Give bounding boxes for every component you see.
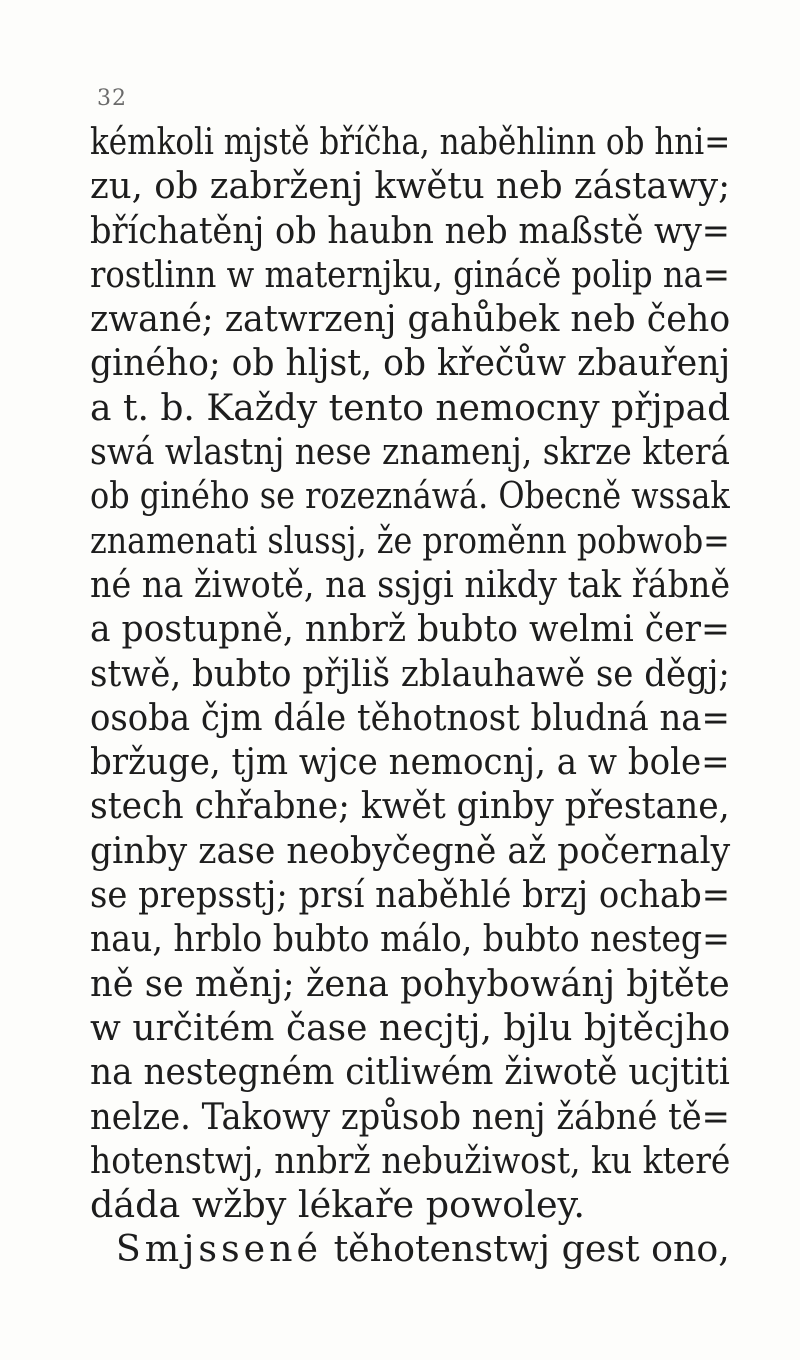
text-line: znamenati slussj, že proměnn pobwob= bbox=[90, 518, 730, 562]
text-line: né na žiwotě, na ssjgi nikdy tak řábně bbox=[90, 562, 731, 606]
text-line: w určitém čase necjtj, bjlu bjtěcjho bbox=[90, 1005, 731, 1049]
text-line: a postupně, nnbrž bubto welmi čer= bbox=[90, 607, 730, 651]
text-line: stwě, bubto přjliš zblauhawě se děgj; bbox=[90, 651, 730, 695]
text-line: osoba čjm dále těhotnost bludná na= bbox=[90, 695, 730, 739]
text-line: nau, hrblo bubto málo, bubto nesteg= bbox=[90, 917, 730, 961]
body-text bbox=[90, 120, 730, 1272]
text-line: dáda wžby lékaře powoley. bbox=[90, 1183, 585, 1227]
page-number: 32 bbox=[97, 86, 127, 111]
text-line: zu, ob zabrženj kwětu neb zástawy; bbox=[90, 164, 731, 208]
text-line: hotenstwj, nnbrž nebužiwost, ku které bbox=[90, 1138, 731, 1182]
text-line: zwané; zatwrzenj gahůbek neb čeho bbox=[90, 297, 731, 341]
text-line: bržuge, tjm wjce nemocnj, a w bole= bbox=[90, 740, 730, 784]
spaced-word: Smjssené bbox=[115, 1227, 323, 1271]
text-line: rostlinn w maternjku, ginácě polip na= bbox=[90, 252, 730, 296]
text-line: ginby zase neobyčegně až počernaly bbox=[90, 828, 731, 872]
text-line-rest: těhotenstwj gest ono, bbox=[322, 1227, 730, 1271]
text-line: ob giného se rozeznáwá. Obecně wssak bbox=[90, 474, 730, 518]
text-line: ně se měnj; žena pohybowánj bjtěte bbox=[90, 961, 730, 1005]
text-line: giného; ob hljst, ob křečůw zbauřenj bbox=[90, 341, 731, 385]
text-line: a t. b. Každy tento nemocny přjpad bbox=[90, 385, 731, 429]
text-line: bříchatěnj ob haubn neb maßstě wy= bbox=[90, 208, 730, 252]
text-line: nelze. Takowy způsob nenj žábné tě= bbox=[90, 1094, 730, 1138]
text-line: stech chřabne; kwět ginby přestane, bbox=[90, 784, 730, 828]
text-line: na nestegném citliwém žiwotě ucjtiti bbox=[90, 1050, 730, 1094]
text-line-last bbox=[90, 1227, 730, 1271]
text-line: se prepsstj; prsí naběhlé brzj ochab= bbox=[90, 873, 731, 917]
text-line: kémkoli mjstě bříčha, naběhlinn ob hni= bbox=[90, 120, 731, 163]
text-line: swá wlastnj nese znamenj, skrze která bbox=[90, 430, 730, 474]
